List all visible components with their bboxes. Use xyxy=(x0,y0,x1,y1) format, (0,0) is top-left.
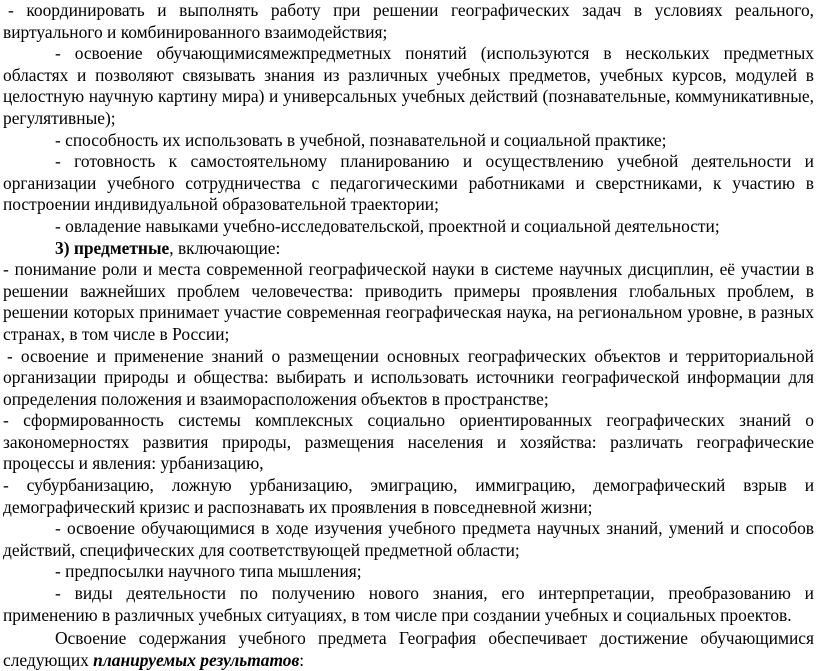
paragraph-scientific-thinking: - предпосылки научного типа мышления; xyxy=(55,561,362,582)
section-heading-subject-results xyxy=(3,238,814,260)
paragraph-readiness-planning: - готовность к самостоятельному планированию и осуществлению учебной деятельности и организации учебного сотрудничества с педагогическими работниками и сверстниками, к участию в построении индивидуальной образовательной траектории; xyxy=(3,151,814,215)
paragraph-mastering-knowledge: - освоение обучающимися в ходе изучения учебного предмета научных знаний, умений и способов действий, специфических для соответствующей предметной области; xyxy=(3,518,814,560)
planned-results-lead: Освоение содержания учебного предмета География обеспечивает достижение обучающимися следующих xyxy=(3,628,814,670)
planned-results-emphasis: планируемых результатов xyxy=(93,649,300,670)
paragraph-types-of-activity: - виды деятельности по получению нового знания, его интерпретации, преобразованию и применению в различных учебных ситуациях, в том числе при создании учебных и социальных проектов. xyxy=(3,583,814,625)
paragraph-ability-to-use: - способность их использовать в учебной, познавательной и социальной практике; xyxy=(55,129,667,150)
paragraph-knowledge-of-placement: - освоение и применение знаний о размещении основных географических объектов и территориальной организации природы и общества: выбирать и использовать источники географической информации для определения положения и взаиморасположения объектов в пространстве; xyxy=(3,345,814,409)
paragraph-suburbanization: - субурбанизацию, ложную урбанизацию, эмиграцию, иммиграцию, демографический взрыв и демографический кризис и распознавать их проявления в повседневной жизни; xyxy=(3,475,814,517)
section-heading-rest: , включающие: xyxy=(169,237,281,258)
paragraph-interdisciplinary-concepts: - освоение обучающимисямежпредметных понятий (используются в нескольких предметных областях и позволяют связывать знания из различных учебных предметов, учебных курсов, модулей в целостную научную картину мира) и универсальных учебных действий (познавательные, коммуникативные, регулятивные); xyxy=(3,43,814,128)
paragraph-system-of-knowledge: - сформированность системы комплексных социально ориентированных географических знаний о закономерностях развития природы, размещения населения и хозяйства: различать географические процессы и явления: урбанизацию, xyxy=(3,410,814,474)
paragraph-planned-results xyxy=(3,628,814,671)
planned-results-tail: : xyxy=(299,649,305,670)
paragraph-role-of-geography: - понимание роли и места современной географической науки в системе научных дисциплин, её участии в решении важнейших проблем человечества: приводить примеры проявления глобальных проблем, в решении которых принимает участие современная географическая наука, на региональном уровне, в разных странах, в том числе в России; xyxy=(3,259,814,344)
section-heading-bold: 3) предметные xyxy=(55,237,170,258)
paragraph-research-skills: - овладение навыками учебно-исследовательской, проектной и социальной деятельности; xyxy=(55,215,720,236)
paragraph-coordinate-work: - координировать и выполнять работу при решении географических задач в условиях реального, виртуального и комбинированного взаимодействия; xyxy=(3,0,814,42)
